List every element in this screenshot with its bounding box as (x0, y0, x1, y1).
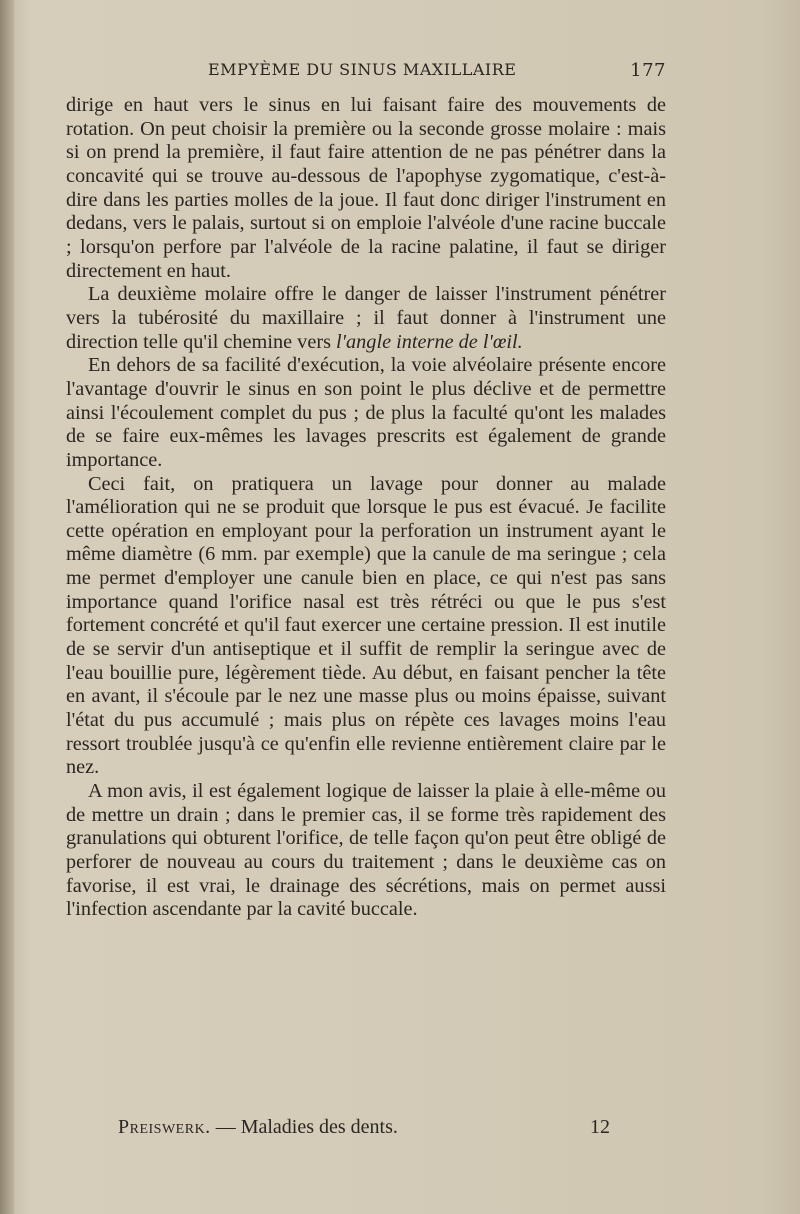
running-title: EMPYÈME DU SINUS MAXILLAIRE (208, 60, 517, 79)
signature-mark: 12 (590, 1116, 610, 1138)
body-text (66, 94, 666, 922)
italic-phrase: l'angle interne de l'œil. (336, 330, 523, 353)
page-number: 177 (630, 60, 666, 81)
paragraph-5: A mon avis, il est également logique de laisser la plaie à elle-même ou de mettre un drain ; dans le premier cas, il se forme très rapidement des granulations qui obturent l'orifice, de telle façon qu'on peut être obligé de perforer de nouveau au cours du traitement ; dans le deuxième cas on favorise, il est vrai, le drainage des sécrétions, mais on permet aussi l'infection ascendante par la cavité buccale. (66, 780, 666, 921)
footer-work: — Maladies des dents. (210, 1116, 398, 1138)
paragraph-4: Ceci fait, on pratiquera un lavage pour donner au malade l'amélioration qui ne se produit que lorsque le pus est évacué. Je facilite cette opération en employant pour la perforation un instrument ayant le même diamètre (6 mm. par exemple) que la canule de ma seringue ; cela me permet d'employer une canule bien en place, ce qui n'est pas sans importance quand l'orifice nasal est très rétréci ou que le pus s'est fortement concrété et qu'il faut exercer une certaine pression. Il est inutile de se servir d'un antiseptique et il suffit de remplir la seringue avec de l'eau bouillie pure, légèrement tiède. Au début, en faisant pencher la tête en avant, il s'écoule par le nez une masse plus ou moins épaisse, suivant l'état du pus accumulé ; mais plus on répète ces lavages moins l'eau ressort troublée jusqu'à ce qu'enfin elle revienne entièrement claire par le nez. (66, 472, 666, 779)
paragraph-1: dirige en haut vers le sinus en lui faisant faire des mouvements de rotation. On peut choisir la première ou la seconde grosse molaire : mais si on prend la première, il faut faire attention de ne pas pénétrer dans la concavité qui se trouve au-dessous de l'apophyse zygomatique, c'est-à-dire dans les parties molles de la joue. Il faut donc diriger l'instrument en dedans, vers le palais, surtout si on emploie l'alvéole d'une racine buccale ; lorsqu'on perfore par l'alvéole de la racine palatine, il faut se diriger directement en haut. (66, 94, 666, 282)
binding-gutter (0, 0, 14, 1214)
page-footer (118, 1116, 618, 1140)
running-header (66, 60, 666, 84)
paragraph-2: La deuxième molaire offre le danger de laisser l'instrument pénétrer vers la tubérosité du maxillaire ; il faut donner à l'instrument une direction telle qu'il chemine vers l'angle interne de l'œil. (66, 283, 666, 353)
paragraph-3: En dehors de sa facilité d'exécution, la voie alvéolaire présente encore l'avantage d'ouvrir le sinus en son point le plus déclive et de permettre ainsi l'écoulement complet du pus ; de plus la faculté qu'ont les malades de se faire eux-mêmes les lavages prescrits est également de grande importance. (66, 354, 666, 471)
footer-author: Preiswerk. (118, 1116, 211, 1138)
